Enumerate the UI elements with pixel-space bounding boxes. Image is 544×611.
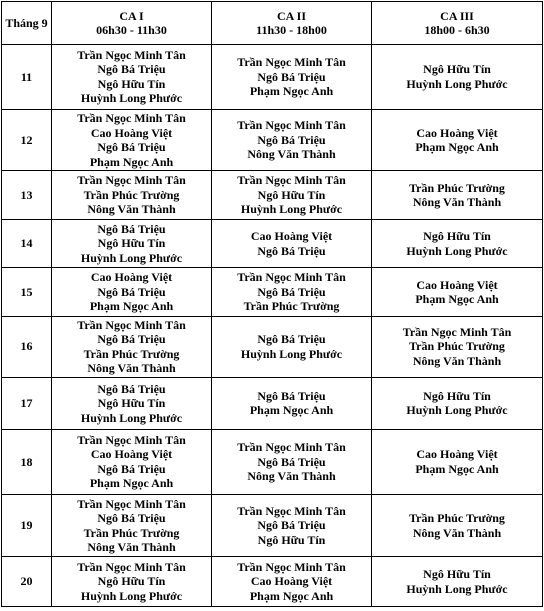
day-row bbox=[2, 430, 543, 495]
staff-name: Trần Ngọc Minh Tân bbox=[77, 173, 186, 188]
staff-name: Ngô Hữu Tín bbox=[423, 567, 491, 582]
staff-name: Trần Ngọc Minh Tân bbox=[77, 317, 186, 332]
shift-cell-ca3 bbox=[372, 316, 543, 377]
staff-name: Phạm Ngọc Anh bbox=[415, 140, 499, 155]
day-row bbox=[2, 45, 543, 110]
staff-name: Trần Ngọc Minh Tân bbox=[237, 503, 346, 518]
shift-cell-ca2 bbox=[212, 171, 372, 220]
staff-name: Ngô Bá Triệu bbox=[97, 221, 166, 236]
staff-name: Ngô Bá Triệu bbox=[257, 132, 326, 147]
shift-cell-ca1 bbox=[52, 430, 212, 495]
staff-name: Phạm Ngọc Anh bbox=[249, 84, 334, 99]
shift-name: CA II bbox=[276, 8, 306, 23]
staff-name: Ngô Hữu Tín bbox=[423, 229, 491, 244]
staff-name: Trần Phúc Trường bbox=[409, 339, 505, 354]
shift-cell-ca1 bbox=[52, 219, 212, 268]
day-row bbox=[2, 377, 543, 430]
day-cell: 12 bbox=[2, 109, 52, 171]
staff-name: Trần Ngọc Minh Tân bbox=[77, 111, 186, 126]
staff-name: Phạm Ngọc Anh bbox=[89, 299, 174, 314]
shift-cell-ca1 bbox=[52, 45, 212, 110]
staff-name: Trần Ngọc Minh Tân bbox=[237, 559, 346, 574]
staff-name: Cao Hoàng Việt bbox=[90, 447, 173, 462]
staff-name: Huỳnh Long Phước bbox=[406, 581, 508, 596]
staff-name: Ngô Bá Triệu bbox=[97, 381, 166, 396]
shift-cell-ca3 bbox=[372, 557, 543, 607]
shift-cell-ca1 bbox=[52, 109, 212, 171]
staff-name: Huỳnh Long Phước bbox=[240, 346, 343, 361]
staff-name: Huỳnh Long Phước bbox=[80, 91, 183, 106]
staff-name: Ngô Hữu Tín bbox=[97, 76, 166, 91]
staff-name: Trần Ngọc Minh Tân bbox=[402, 324, 512, 339]
staff-name: Ngô Bá Triệu bbox=[257, 518, 326, 533]
staff-name: Trần Phúc Trường bbox=[243, 299, 340, 314]
staff-name: Ngô Bá Triệu bbox=[97, 332, 166, 347]
shift-cell-ca1 bbox=[52, 494, 212, 557]
shift-cell-ca1 bbox=[52, 171, 212, 220]
staff-name: Ngô Bá Triệu bbox=[97, 284, 166, 299]
staff-name: Phạm Ngọc Anh bbox=[415, 461, 499, 476]
day-row bbox=[2, 109, 543, 171]
staff-name: Huỳnh Long Phước bbox=[406, 243, 508, 258]
staff-name: Cao Hoàng Việt bbox=[416, 125, 498, 140]
staff-name: Cao Hoàng Việt bbox=[416, 277, 498, 292]
day-cell: 13 bbox=[2, 171, 52, 220]
staff-name: Cao Hoàng Việt bbox=[416, 447, 498, 462]
staff-name: Ngô Hữu Tín bbox=[97, 236, 166, 251]
staff-name: Trần Phúc Trường bbox=[409, 511, 505, 526]
day-row bbox=[2, 494, 543, 557]
staff-name: Trần Ngọc Minh Tân bbox=[237, 173, 346, 188]
day-row bbox=[2, 557, 543, 607]
staff-name: Ngô Bá Triệu bbox=[97, 461, 166, 476]
shift-cell-ca2 bbox=[212, 219, 372, 268]
shift-cell-ca2 bbox=[212, 316, 372, 377]
shift-cell-ca1 bbox=[52, 557, 212, 607]
staff-name: Trần Ngọc Minh Tân bbox=[77, 432, 186, 447]
staff-name: Ngô Hữu Tín bbox=[423, 388, 491, 403]
staff-name: Huỳnh Long Phước bbox=[406, 76, 508, 91]
shift-cell-ca1 bbox=[52, 316, 212, 377]
month-header: Tháng 9 bbox=[2, 2, 52, 45]
staff-name: Trần Ngọc Minh Tân bbox=[237, 118, 346, 133]
staff-name: Trần Phúc Trường bbox=[83, 346, 180, 361]
staff-name: Cao Hoàng Việt bbox=[90, 125, 173, 140]
staff-name: Ngô Bá Triệu bbox=[257, 284, 326, 299]
day-cell: 19 bbox=[2, 494, 52, 557]
staff-name: Cao Hoàng Việt bbox=[250, 229, 333, 244]
staff-name: Phạm Ngọc Anh bbox=[89, 154, 174, 169]
staff-name: Trần Phúc Trường bbox=[83, 525, 180, 540]
shift-cell-ca1 bbox=[52, 377, 212, 430]
staff-name: Nông Văn Thành bbox=[247, 147, 336, 162]
staff-name: Trần Ngọc Minh Tân bbox=[77, 559, 186, 574]
day-cell: 17 bbox=[2, 377, 52, 430]
duty-schedule-table bbox=[1, 1, 543, 607]
staff-name: Trần Phúc Trường bbox=[83, 187, 180, 202]
shift-cell-ca3 bbox=[372, 494, 543, 557]
shift-header-ca1 bbox=[52, 2, 212, 45]
staff-name: Ngô Hữu Tín bbox=[423, 62, 491, 77]
staff-name: Trần Ngọc Minh Tân bbox=[237, 440, 346, 455]
shift-name: CA III bbox=[440, 8, 474, 23]
staff-name: Huỳnh Long Phước bbox=[406, 403, 508, 418]
staff-name: Phạm Ngọc Anh bbox=[415, 292, 499, 307]
staff-name: Ngô Bá Triệu bbox=[97, 140, 166, 155]
staff-name: Ngô Hữu Tín bbox=[97, 396, 166, 411]
day-cell: 16 bbox=[2, 316, 52, 377]
day-row bbox=[2, 171, 543, 220]
header-row bbox=[2, 2, 543, 45]
day-row bbox=[2, 316, 543, 377]
shift-cell-ca2 bbox=[212, 557, 372, 607]
schedule-body bbox=[2, 45, 543, 607]
staff-name: Nông Văn Thành bbox=[412, 525, 502, 540]
shift-cell-ca2 bbox=[212, 430, 372, 495]
staff-name: Trần Ngọc Minh Tân bbox=[77, 47, 186, 62]
day-cell: 14 bbox=[2, 219, 52, 268]
staff-name: Nông Văn Thành bbox=[412, 353, 502, 368]
shift-cell-ca3 bbox=[372, 219, 543, 268]
shift-time: 18h00 - 6h30 bbox=[424, 23, 490, 37]
staff-name: Phạm Ngọc Anh bbox=[249, 403, 334, 418]
staff-name: Ngô Bá Triệu bbox=[257, 454, 326, 469]
staff-name: Ngô Bá Triệu bbox=[257, 388, 326, 403]
staff-name: Nông Văn Thành bbox=[247, 469, 336, 484]
staff-name: Trần Ngọc Minh Tân bbox=[77, 496, 186, 511]
shift-cell-ca3 bbox=[372, 109, 543, 171]
day-row bbox=[2, 219, 543, 268]
staff-name: Phạm Ngọc Anh bbox=[249, 588, 334, 603]
staff-name: Ngô Bá Triệu bbox=[97, 511, 166, 526]
staff-name: Ngô Hữu Tín bbox=[97, 574, 166, 589]
shift-header-ca2 bbox=[212, 2, 372, 45]
staff-name: Phạm Ngọc Anh bbox=[89, 476, 174, 491]
staff-name: Cao Hoàng Việt bbox=[250, 574, 333, 589]
day-cell: 11 bbox=[2, 45, 52, 110]
staff-name: Ngô Hữu Tín bbox=[257, 187, 326, 202]
staff-name: Huỳnh Long Phước bbox=[80, 588, 183, 603]
staff-name: Ngô Hữu Tín bbox=[257, 532, 326, 547]
staff-name: Huỳnh Long Phước bbox=[80, 410, 183, 425]
shift-header-ca3 bbox=[372, 2, 543, 45]
shift-time: 11h30 - 18h00 bbox=[256, 23, 327, 37]
staff-name: Nông Văn Thành bbox=[412, 195, 502, 210]
day-cell: 15 bbox=[2, 268, 52, 317]
staff-name: Cao Hoàng Việt bbox=[90, 270, 173, 285]
staff-name: Ngô Bá Triệu bbox=[257, 69, 326, 84]
staff-name: Trần Ngọc Minh Tân bbox=[237, 55, 346, 70]
shift-name: CA I bbox=[119, 8, 144, 23]
staff-name: Nông Văn Thành bbox=[87, 540, 176, 555]
shift-cell-ca3 bbox=[372, 45, 543, 110]
shift-cell-ca2 bbox=[212, 45, 372, 110]
day-row bbox=[2, 268, 543, 317]
shift-time: 06h30 - 11h30 bbox=[96, 23, 167, 37]
staff-name: Ngô Bá Triệu bbox=[97, 62, 166, 77]
shift-cell-ca3 bbox=[372, 377, 543, 430]
shift-cell-ca2 bbox=[212, 109, 372, 171]
shift-cell-ca2 bbox=[212, 268, 372, 317]
staff-name: Trần Ngọc Minh Tân bbox=[237, 270, 346, 285]
shift-cell-ca2 bbox=[212, 494, 372, 557]
day-cell: 20 bbox=[2, 557, 52, 607]
staff-name: Nông Văn Thành bbox=[87, 202, 176, 217]
day-cell: 18 bbox=[2, 430, 52, 495]
shift-cell-ca2 bbox=[212, 377, 372, 430]
staff-name: Huỳnh Long Phước bbox=[240, 202, 343, 217]
shift-cell-ca1 bbox=[52, 268, 212, 317]
shift-cell-ca3 bbox=[372, 268, 543, 317]
staff-name: Nông Văn Thành bbox=[87, 361, 176, 376]
staff-name: Trần Phúc Trường bbox=[409, 180, 505, 195]
shift-cell-ca3 bbox=[372, 430, 543, 495]
staff-name: Huỳnh Long Phước bbox=[80, 250, 183, 265]
staff-name: Ngô Bá Triệu bbox=[257, 332, 326, 347]
staff-name: Ngô Bá Triệu bbox=[257, 243, 326, 258]
shift-cell-ca3 bbox=[372, 171, 543, 220]
